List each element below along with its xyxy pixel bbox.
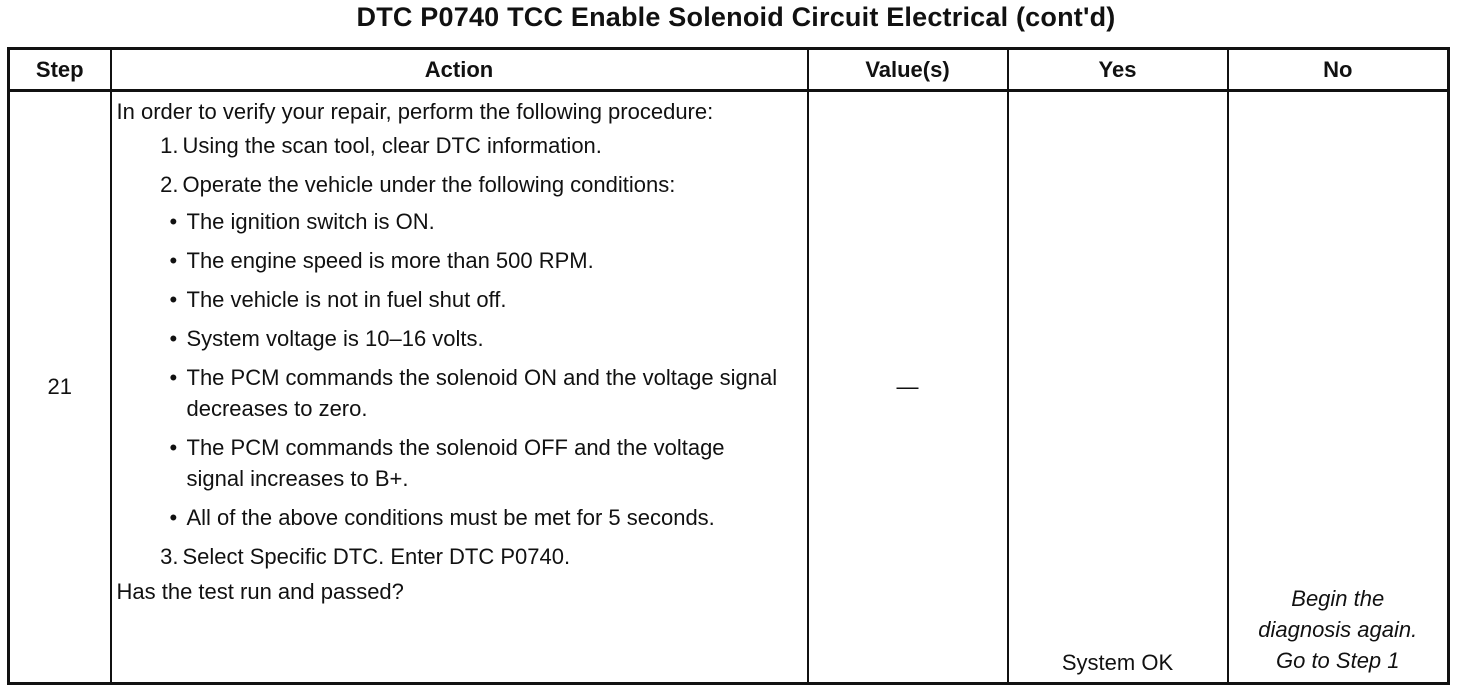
conditions-list — [169, 206, 803, 533]
step-text: Using the scan tool, clear DTC information. — [182, 133, 602, 158]
condition-text: All of the above conditions must be met for 5 seconds. — [186, 505, 715, 530]
bullet-icon: • — [169, 248, 178, 273]
condition-item — [149, 502, 803, 533]
bullet-icon: • — [169, 326, 178, 351]
diagnostic-table — [7, 47, 1450, 685]
action-intro: In order to verify your repair, perform the following procedure: — [116, 99, 714, 124]
condition-text: The PCM commands the solenoid ON and the voltage signal decreases to zero. — [186, 365, 778, 421]
no-result-line: Begin the — [1291, 586, 1385, 611]
header-row — [9, 49, 1449, 91]
procedure-step — [117, 169, 803, 533]
header-yes: Yes — [1008, 49, 1228, 91]
bullet-icon: • — [169, 435, 178, 460]
header-values: Value(s) — [808, 49, 1008, 91]
condition-item — [149, 245, 803, 276]
procedure-step — [117, 130, 803, 161]
bullet-icon: • — [169, 505, 178, 530]
condition-text: The ignition switch is ON. — [186, 209, 435, 234]
step-index: 1. — [160, 133, 179, 158]
step-index: 2. — [160, 172, 179, 197]
header-action: Action — [111, 49, 808, 91]
action-cell — [111, 91, 808, 684]
test-question: Has the test run and passed? — [116, 579, 404, 604]
no-result — [1228, 91, 1449, 684]
value-cell: — — [808, 91, 1008, 684]
bullet-icon: • — [169, 209, 178, 234]
step-text: Select Specific DTC. Enter DTC P0740. — [182, 544, 571, 569]
condition-item — [149, 323, 803, 354]
step-index: 3. — [160, 544, 179, 569]
condition-item — [149, 362, 803, 424]
condition-text: The PCM commands the solenoid OFF and the voltage signal increases to B+. — [186, 435, 725, 491]
condition-text: The vehicle is not in fuel shut off. — [186, 287, 507, 312]
condition-item — [149, 432, 803, 494]
procedure-step — [117, 541, 803, 572]
no-result-line: diagnosis again. — [1258, 617, 1418, 642]
condition-item — [149, 284, 803, 315]
bullet-icon: • — [169, 287, 178, 312]
page-title: DTC P0740 TCC Enable Solenoid Circuit Electrical (cont'd) — [356, 2, 1116, 32]
header-no: No — [1228, 49, 1449, 91]
table-row — [9, 91, 1449, 684]
condition-text: The engine speed is more than 500 RPM. — [186, 248, 594, 273]
step-text: Operate the vehicle under the following conditions: — [182, 172, 676, 197]
bullet-icon: • — [169, 365, 178, 390]
procedure-steps — [117, 130, 803, 572]
condition-item — [149, 206, 803, 237]
header-step: Step — [9, 49, 111, 91]
condition-text: System voltage is 10–16 volts. — [186, 326, 484, 351]
step-number: 21 — [9, 91, 111, 684]
no-result-line: Go to Step 1 — [1275, 648, 1400, 673]
yes-result: System OK — [1008, 91, 1228, 684]
